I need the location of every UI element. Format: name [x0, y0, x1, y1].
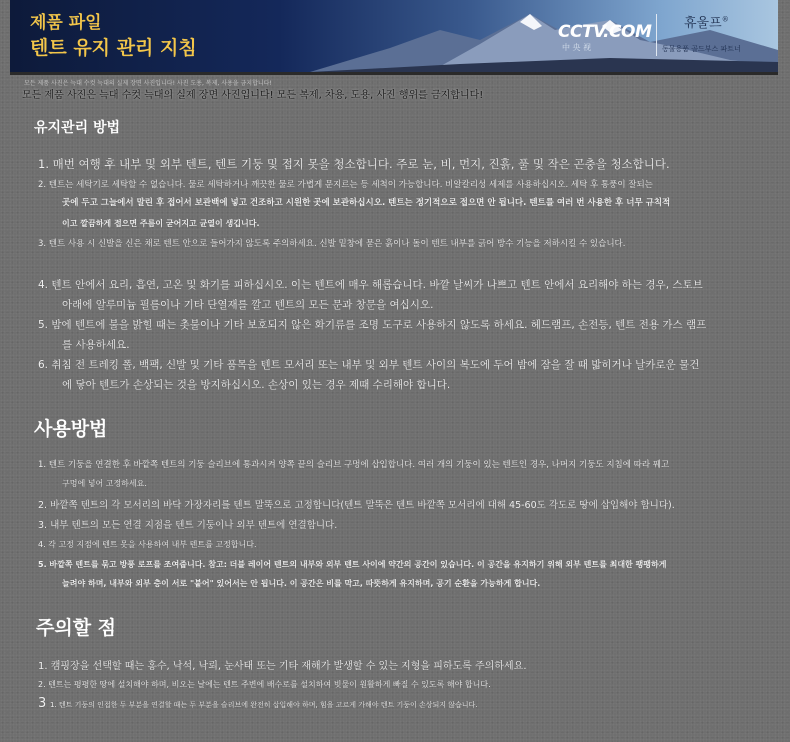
usage-line-5-cont: 늘려야 하며, 내부와 외부 층이 서로 "붙어" 있어서는 안 됩니다. 이 공간은 비를 막고, 따뜻하게 유지하며, 공기 순환을 가능하게 합니다.: [62, 579, 541, 588]
cautions-line-3: 1. 텐트 기둥의 인접한 두 부분을 연결할 때는 두 부분을 슬리브에 완전히 삽입해야 하며, 힘을 고르게 가해야 텐트 기둥이 손상되지 않습니다.: [50, 701, 478, 709]
maintenance-line-4: 4. 텐트 안에서 요리, 흡연, 고온 및 화기를 피하십시오. 이는 텐트에 매우 해롭습니다. 바깥 날씨가 나쁘고 텐트 안에서 요리해야 하는 경우, 스토브: [38, 279, 703, 291]
registered-mark: ®: [721, 15, 729, 24]
maintenance-line-6-cont: 에 닿아 텐트가 손상되는 것을 방지하십시오. 손상이 있는 경우 제때 수리해야 합니다.: [62, 379, 451, 391]
cautions-heading: 주의할 점: [36, 617, 117, 639]
cautions-line-3-number: 3: [38, 696, 47, 711]
maintenance-heading: 유지관리 방법: [34, 120, 121, 136]
brand-name: [684, 12, 729, 31]
maintenance-line-5: 5. 밤에 텐트에 불을 밝힐 때는 촛불이나 기타 보호되지 않은 화기류를 조명 도구로 사용하지 않도록 하세요. 헤드램프, 손전등, 텐트 전용 가스 램프: [38, 319, 707, 331]
cautions-line-1: 1. 캠핑장을 선택할 때는 홍수, 낙석, 낙뢰, 눈사태 또는 기타 재해가 발생할 수 있는 지형을 피하도록 주의하세요.: [38, 661, 527, 672]
maintenance-line-1: 1. 매번 여행 후 내부 및 외부 텐트, 텐트 기둥 및 접지 못을 청소합니다. 주로 눈, 비, 먼지, 진흙, 풀 및 작은 곤충을 청소합니다.: [38, 157, 670, 171]
cctv-subtitle: 中 央 视: [562, 43, 592, 52]
usage-line-1-cont: 구멍에 넣어 고정하세요.: [62, 479, 147, 488]
copyright-notice: 모든 제품 사진은 늑대 수컷 늑대의 실제 장면 사진입니다! 모든 복제, 차용, 도용, 사진 행위를 금지합니다!: [22, 90, 484, 101]
usage-line-4: 4. 각 고정 지점에 텐트 못을 사용하여 내부 텐트를 고정합니다.: [38, 540, 257, 549]
maintenance-line-6: 6. 취침 전 트레킹 폴, 백팩, 신발 및 기타 품목을 텐트 모서리 또는 내부 및 외부 텐트 사이의 복도에 두어 밤에 잠을 잘 때 밟히거나 날카로운 물건: [38, 359, 700, 371]
usage-line-1: 1. 텐트 기둥을 연결한 후 바깥쪽 텐트의 기둥 슬리브에 통과시켜 양쪽 끝의 슬리브 구멍에 삽입합니다. 여러 개의 기둥이 있는 텐트인 경우, 나머지 기둥도 지침에 따라 꿰고: [38, 460, 670, 470]
brand-subtitle: 동물용품 골드부스 파트너: [662, 45, 741, 53]
usage-heading: 사용방법: [34, 418, 108, 440]
maintenance-line-2: 2. 텐트는 세탁기로 세탁할 수 없습니다. 물로 세탁하거나 깨끗한 물로 가볍게 문지르는 등 세척이 가능합니다. 비알칼리성 세제를 사용하십시오. 세탁 후 통풍이 잘되는: [38, 180, 653, 190]
brand-name-text: 휴울프: [684, 16, 722, 31]
cctv-logo: CCTV.COM: [558, 22, 652, 42]
usage-line-3: 3. 내부 텐트의 모든 연결 지점을 텐트 기둥이나 외부 텐트에 연결합니다.: [38, 520, 338, 531]
maintenance-line-5-cont: 를 사용하세요.: [62, 339, 130, 351]
maintenance-line-2-cont: 곳에 두고 그늘에서 말린 후 접어서 보관백에 넣고 건조하고 시원한 곳에 보관하십시오. 텐트는 정기적으로 접으면 안 됩니다. 텐트를 여러 번 사용한 후 너무 규칙적: [62, 198, 671, 208]
banner-kicker: 제품 파일: [30, 13, 102, 33]
fineprint-notice: 모든 제품 사진은 늑대 수컷 늑대의 실제 장면 사진입니다! 사진 도용, 복제, 사용을 금지합니다!: [24, 80, 272, 87]
banner-title: 텐트 유지 관리 지침: [30, 37, 197, 59]
maintenance-line-4-cont: 아래에 알루미늄 필름이나 기타 단열재를 깔고 텐트의 모든 문과 창문을 여십시오.: [62, 299, 434, 311]
cautions-line-2: 2. 텐트는 평평한 땅에 설치해야 하며, 비오는 날에는 텐트 주변에 배수로를 설치하여 빗물이 원활하게 빠질 수 있도록 해야 합니다.: [38, 680, 491, 689]
header-banner: [10, 0, 778, 75]
usage-line-2: 2. 바깥쪽 텐트의 각 모서리의 바닥 가장자리를 텐트 말뚝으로 고정합니다(텐트 말뚝은 텐트 바깥쪽 모서리에 대해 45-60도 각도로 땅에 삽입해야 합니다).: [38, 500, 675, 511]
logo-divider: [656, 14, 657, 56]
maintenance-line-3: 3. 텐트 사용 시 신발을 신은 채로 텐트 안으로 들어가지 않도록 주의하세요. 신발 밑창에 묻은 흙이나 돌이 텐트 내부를 긁어 방수 기능을 저하시킬 수 있습니다.: [38, 239, 626, 249]
maintenance-line-2-cont2: 이고 깔끔하게 접으면 주름이 굳어지고 균열이 생깁니다.: [62, 219, 260, 228]
usage-line-5: 5. 바깥쪽 텐트를 묶고 방풍 로프를 조여줍니다. 참고: 더블 레이어 텐트의 내부와 외부 텐트 사이에 약간의 공간이 있습니다. 이 공간을 유지하기 위해 외부 텐트를 최대한 팽팽하게: [38, 560, 667, 569]
